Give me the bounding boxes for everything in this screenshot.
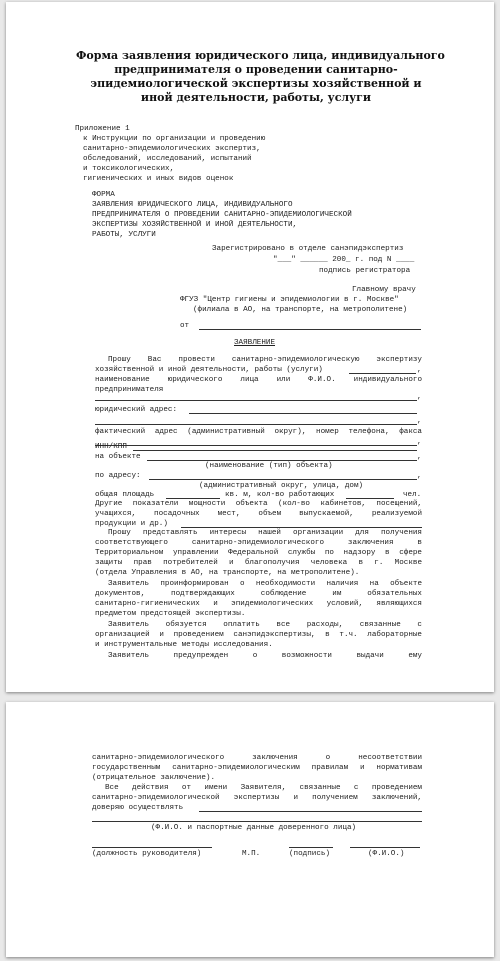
workers-field-line [346,498,394,499]
comma: , [417,366,422,374]
form-caption-line: ЗАЯВЛЕНИЯ ЮРИДИЧЕСКОГО ЛИЦА, ИНДИВИДУАЛЬНОГО [92,201,293,209]
document-title [76,49,445,105]
appendix-line: санитарно-эпидемиологических экспертиз, [83,145,261,153]
appendix-line: обследований, исследований, испытаний [83,155,252,163]
form-caption-line: ПРЕДПРИНИМАТЕЛЯ О ПРОВЕДЕНИИ САНИТАРНО-ЭПИДЕМИОЛОГИЧЕСКОЙ [92,211,352,219]
actual-address-label: фактический адрес (административный округ), номер телефона, факса [95,428,422,436]
legal-address-line [189,413,417,414]
addressee-branch-caption: (филиала в АО, на транспорте, на метрополитене) [193,306,408,314]
object-caption: (наименование (тип) объекта) [205,462,333,470]
document-page-2 [6,702,494,957]
legal-address-line-2 [95,424,417,425]
body-line: (отрицательное заключение). [92,774,216,782]
address-line [149,479,417,480]
position-line [92,847,212,848]
area-field-line [166,498,220,499]
title-line: иной деятельности, работы, услуги [140,91,372,104]
body-line: санитарно-эпидемиологической экспертизы и получением заключений, [92,794,422,802]
comma: , [417,393,422,401]
body-line: предпринимателя [95,386,164,394]
body-line: Заявитель проинформирован о необходимости наличия на объекте [108,580,422,588]
body-line: санитарно-гигиенических и эпидемиологических условий, являющихся [95,600,422,608]
body-line: (отдела Управления в АО, на транспорте, на метрополитене). [95,569,360,577]
service-field-line [349,373,416,374]
trustee-field-line-2 [92,821,422,822]
object-label: на объекте [95,453,141,461]
registration-number: "___" ______ 200_ г. под N ____ [273,256,415,264]
title-line: эпидемиологической экспертизы хозяйственной и [90,77,422,90]
statement-heading: ЗАЯВЛЕНИЕ [234,339,276,347]
name-caption: (Ф.И.О.) [368,850,405,858]
comma: , [417,453,422,461]
title-line: предпринимателя о проведении санитарно- [114,63,398,76]
applicant-field-line [95,400,417,401]
body-line: документов, подтверждающих соблюдение им обязательных [95,590,422,598]
legal-address-label: юридический адрес: [95,406,178,414]
body-line: Все действия от имени Заявителя, связанные с проведением [105,784,422,792]
registration-line: Зарегистрировано в отделе санэпидэкспертиз [212,245,404,253]
form-caption-line: РАБОТЫ, УСЛУГИ [92,231,156,239]
body-line: хозяйственной и иной деятельности, работы (услуги) [95,366,323,374]
body-line: доверяю осуществлять [92,804,184,812]
signature-line [289,847,333,848]
workers-label: кв. м, кол-во работающих [225,491,335,499]
comma: , [417,417,422,425]
body-line: организацией и проведением санэпидэкспертизы, в т.ч. лабораторные [95,631,422,639]
position-caption: (должность руководителя) [92,850,202,858]
registration-signature-caption: подпись регистратора [319,267,411,275]
addressee-position: Главному врачу [352,286,416,294]
address-label: по адресу: [95,472,141,480]
comma: , [417,472,422,480]
body-line: и инструментальные методы исследования. [95,641,273,649]
comma: , [417,438,422,446]
body-line: продукции и др.) [95,520,168,528]
area-label: общая площадь [95,491,155,499]
persons-unit: чел. [403,491,422,499]
body-line: учащихся, посадочных мест, объем выпускаемой, реализуемой [95,510,422,518]
inn-label: ИНН/КПП [95,443,127,451]
body-line: Заявитель обязуется оплатить все расходы, связанные с [108,621,422,629]
appendix-line: и токсикологических, [83,165,175,173]
appendix-heading: Приложение 1 [75,125,130,133]
appendix-line: гигиенических и иных видов оценок [83,175,234,183]
other-field-line [181,527,422,528]
body-line: Территориальном управлении Федеральной службы по надзору в сфере [95,549,422,557]
body-line: Заявитель предупрежден о возможности выдачи ему [108,652,422,660]
inn-line [133,450,417,451]
form-caption-line: ЭКСПЕРТИЗЫ ХОЗЯЙСТВЕННОЙ И ИНОЙ ДЕЯТЕЛЬНОСТИ, [92,221,298,229]
name-line [350,847,420,848]
signature-caption: (подпись) [289,850,331,858]
body-line: наименование юридического лица или Ф.И.О. индивидуального [95,376,422,384]
trustee-field-line [199,811,422,812]
appendix-line: к Инструкции по организации и проведению [83,135,266,143]
body-line: Прошу Вас провести санитарно-эпидемиологическую экспертизу [108,356,422,364]
body-line: Прошу представлять интересы нашей организации для получения [108,529,422,537]
from-field-line [199,329,421,330]
body-line: государственным санитарно-эпидемиологическим правилам и нормативам [92,764,422,772]
document-page-1 [6,2,494,692]
trustee-caption: (Ф.И.О. и паспортные данные доверенного лица) [151,824,357,832]
title-line: Форма заявления юридического лица, индивидуального [76,49,445,62]
actual-address-line [95,445,417,446]
form-caption-line: ФОРМА [92,191,115,199]
addressee-organization: ФГУЗ "Центр гигиены и эпидемиологии в г. Москве" [180,296,399,304]
object-line [147,460,417,461]
from-label: от [180,322,190,330]
body-line: соответствующего санитарно-эпидемиологического заключения в [95,539,422,547]
body-line: санитарно-эпидемиологического заключения о несоответствии [92,754,422,762]
body-line: Другие показатели мощности объекта (кол-во кабинетов, посещений, [95,500,422,508]
body-line: предметом предстоящей экспертизы. [95,610,246,618]
address-caption: (административный округ, улица, дом) [199,482,364,490]
stamp-caption: М.П. [242,850,261,858]
body-line: защиты прав потребителей и благополучия человека в г. Москве [95,559,422,567]
